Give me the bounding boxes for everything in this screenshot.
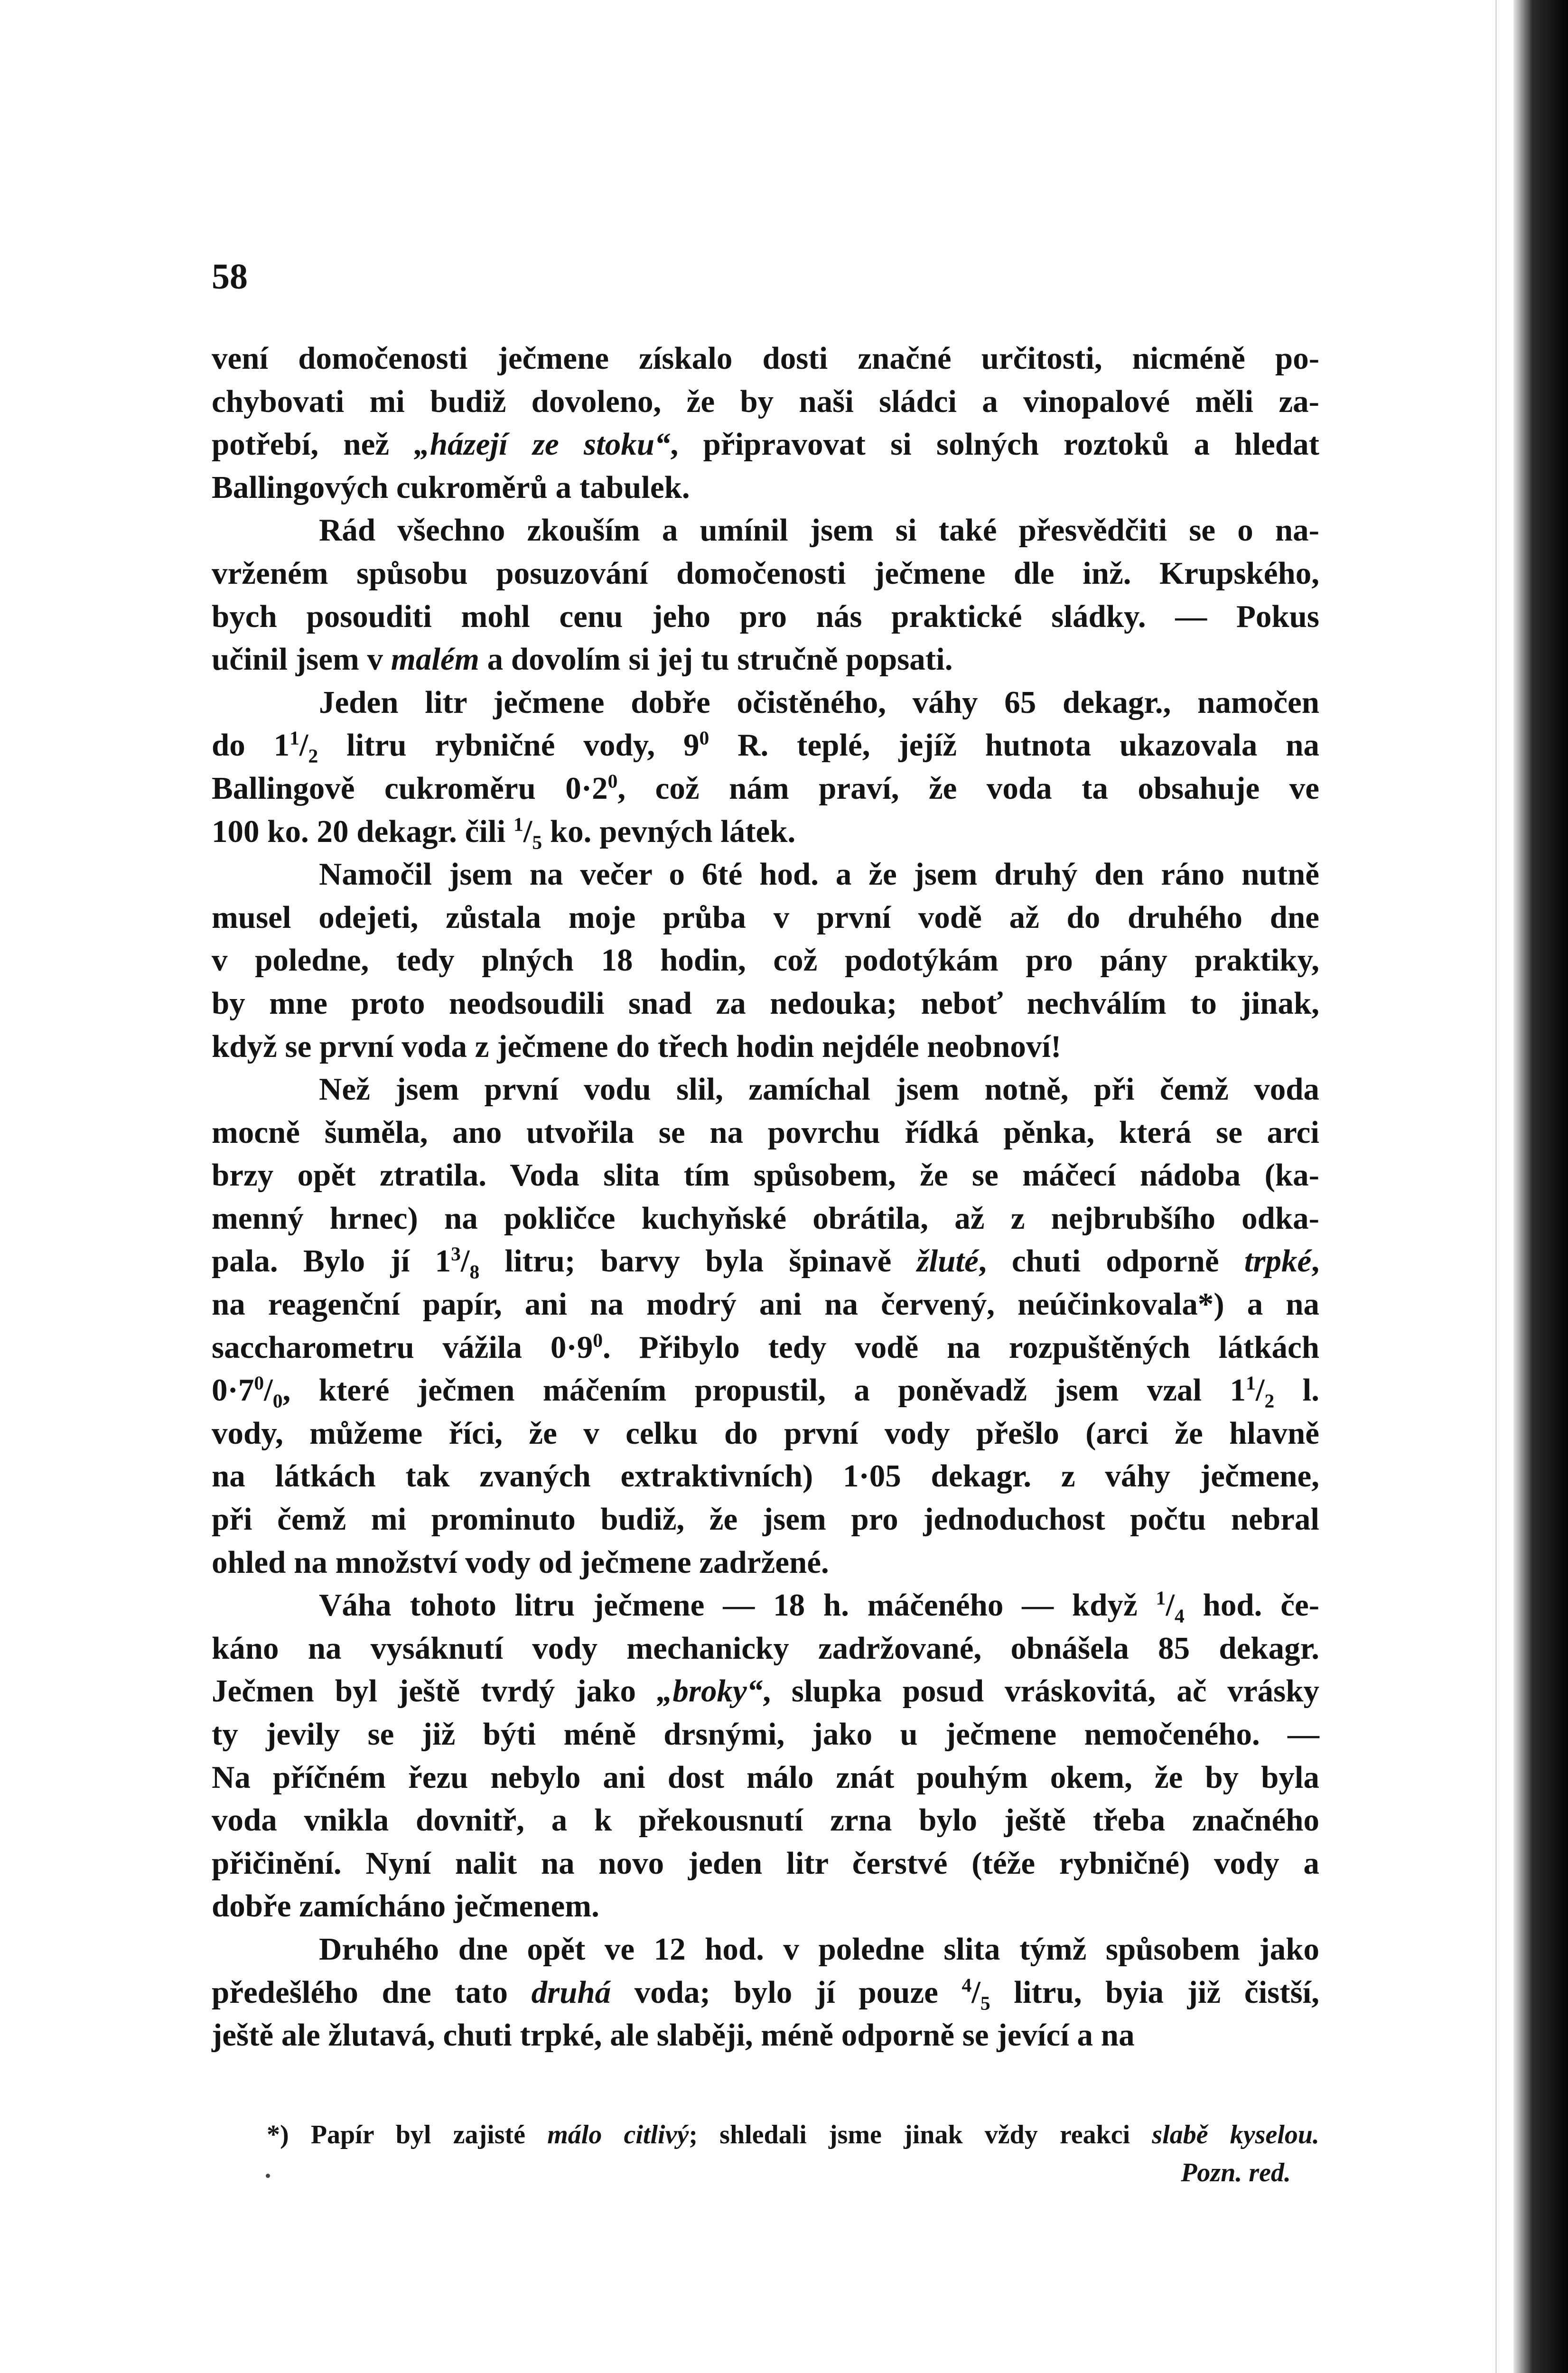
text-segment: ohled na množství vody od ječmene zadržené. <box>212 1544 829 1580</box>
superscript: 1 <box>1156 1587 1166 1609</box>
text-line <box>212 1068 1319 1111</box>
superscript: 0 <box>699 727 709 749</box>
footnote <box>267 2116 1319 2192</box>
italic-text: malém <box>391 642 479 677</box>
text-segment: ko. pevných látek. <box>542 813 796 849</box>
text-segment: vody, můžeme říci, že v celku do první vody přešlo (arci že hlavně <box>212 1415 1319 1451</box>
text-line <box>212 767 1319 810</box>
subscript: 4 <box>1175 1605 1185 1627</box>
text-line <box>212 681 1319 724</box>
text-segment: chybovati mi budiž dovoleno, že by naši sládci a vinopalové měli za- <box>212 383 1319 419</box>
text-segment: Na příčném řezu nebylo ani dost málo znát pouhým okem, že by byla <box>212 1759 1319 1795</box>
text-line <box>212 638 1319 681</box>
italic-text: žluté <box>916 1243 979 1279</box>
text-segment: Jeden litr ječmene dobře očistěného, váhy 65 dekagr., namočen <box>319 684 1319 720</box>
text-segment: / <box>264 1373 273 1408</box>
text-segment: l. <box>1274 1373 1319 1408</box>
text-segment: / <box>1166 1588 1175 1623</box>
text-segment: menný hrnec) na pokličce kuchyňské obrátila, až z nejbrubšího odka- <box>212 1200 1319 1236</box>
italic-text: slabě kyselou. <box>1152 2120 1320 2149</box>
text-segment: Váha tohoto litru ječmene — 18 h. máčeného — když <box>319 1588 1156 1623</box>
text-segment: Ballingově cukroměru 0·2 <box>212 770 608 806</box>
text-segment: potřebí, než <box>212 427 414 462</box>
text-line <box>212 595 1319 638</box>
subscript: 0 <box>272 1390 283 1412</box>
text-segment: do 1 <box>212 728 290 763</box>
text-segment: , připravovat si solných roztoků a hledat <box>670 427 1319 462</box>
text-segment: R. teplé, jejíž hutnota ukazovala na <box>709 728 1319 763</box>
text-line <box>212 1928 1319 1971</box>
italic-text: druhá <box>531 1974 611 2010</box>
text-line <box>212 853 1319 896</box>
text-line <box>212 1240 1319 1283</box>
text-segment: ; shledali jsme jinak vždy reakci <box>689 2120 1152 2149</box>
text-segment: bych posouditi mohl cenu jeho pro nás praktické sládky. — Pokus <box>212 598 1319 634</box>
superscript: 1 <box>513 813 523 835</box>
text-segment: 100 ko. 20 dekagr. čili <box>212 813 513 849</box>
text-segment: litru; barvy byla špinavě <box>479 1243 917 1279</box>
text-line <box>212 1799 1319 1842</box>
text-segment: *) Papír byl zajisté <box>267 2120 548 2149</box>
text-segment: litru rybničné vody, 9 <box>318 728 700 763</box>
text-segment: , slupka posud vráskovitá, ač vrásky <box>763 1673 1319 1709</box>
superscript: 1 <box>1246 1372 1256 1394</box>
scan-speck <box>266 2174 270 2178</box>
text-line <box>212 1455 1319 1498</box>
text-line <box>212 1326 1319 1369</box>
text-line <box>212 1197 1319 1240</box>
subscript: 8 <box>469 1261 480 1283</box>
text-segment: přičinění. Nyní nalit na novo jeden litr čerstvé (téže rybničné) vody a <box>212 1845 1319 1881</box>
text-line <box>212 1111 1319 1154</box>
text-segment: voda vnikla dovnitř, a k překousnutí zrna bylo ještě třeba značného <box>212 1803 1319 1838</box>
text-segment: , což nám praví, že voda ta obsahuje ve <box>617 770 1319 806</box>
text-segment: by mne proto neodsoudili snad za nedouka; neboť nechválím to jinak, <box>212 985 1319 1021</box>
text-segment: káno na vysáknutí vody mechanicky zadržované, obnášela 85 dekagr. <box>212 1630 1319 1666</box>
text-segment: mocně šuměla, ano utvořila se na povrchu řídká pěnka, která se arci <box>212 1114 1319 1150</box>
superscript: 1 <box>289 727 299 749</box>
body-text <box>212 337 1319 2057</box>
text-line <box>212 380 1319 423</box>
italic-text: trpké <box>1244 1243 1312 1279</box>
text-segment: Namočil jsem na večer o 6té hod. a že jsem druhý den ráno nutně <box>319 857 1319 892</box>
text-segment: 0·7 <box>212 1373 254 1408</box>
text-line <box>212 1971 1319 2014</box>
text-line <box>212 1025 1319 1068</box>
text-segment: a dovolím si jej tu stručně popsati. <box>479 642 953 677</box>
text-segment: při čemž mi prominuto budiž, že jsem pro jednoduchost počtu nebral <box>212 1502 1319 1537</box>
text-segment: v poledne, tedy plných 18 hodin, což podotýkám pro pány praktiky, <box>212 943 1319 978</box>
text-segment: Ballingových cukroměrů a tabulek. <box>212 469 690 505</box>
page-gutter-line <box>1495 0 1497 2373</box>
text-segment: ty jevily se již býti méně drsnými, jako u ječmene nemočeného. — <box>212 1717 1319 1752</box>
text-line <box>212 1670 1319 1713</box>
text-segment: Rád všechno zkouším a umínil jsem si také přesvědčiti se o na- <box>319 513 1319 548</box>
text-line <box>212 1842 1319 1885</box>
text-line <box>212 1283 1319 1326</box>
text-segment: na reagenční papír, ani na modrý ani na červený, neúčinkovala*) a na <box>212 1287 1319 1322</box>
text-line <box>212 939 1319 982</box>
text-segment: vrženém spůsobu posuzování domočenosti ječmene dle inž. Krupského, <box>212 555 1319 591</box>
text-segment: Druhého dne opět ve 12 hod. v poledne slita týmž spůsobem jako <box>319 1931 1319 1967</box>
text-line <box>212 337 1319 380</box>
text-line <box>212 423 1319 466</box>
text-segment: / <box>971 1974 980 2010</box>
text-segment: / <box>299 728 308 763</box>
text-segment: litru, byia již čistší, <box>990 1974 1320 2010</box>
text-segment: , <box>1311 1243 1320 1279</box>
text-segment: voda; bylo jí pouze <box>611 1974 962 2010</box>
text-line <box>212 466 1319 509</box>
text-segment: dobře zamícháno ječmenem. <box>212 1888 599 1924</box>
text-line <box>212 1713 1319 1756</box>
text-line <box>212 552 1319 595</box>
text-segment: vení domočenosti ječmene získalo dosti značné určitosti, nicméně po- <box>212 341 1319 376</box>
text-segment: / <box>523 813 532 849</box>
text-line <box>212 2014 1319 2057</box>
text-segment: ještě ale žlutavá, chuti trpké, ale slaběji, méně odporně se jevící a na <box>212 2018 1135 2053</box>
text-segment: . Přibylo tedy vodě na rozpuštěných látkách <box>603 1329 1319 1365</box>
italic-text: málo citlivý <box>547 2120 689 2149</box>
text-segment: pala. Bylo jí 1 <box>212 1243 451 1279</box>
superscript: 4 <box>961 1974 972 1996</box>
editor-note: Pozn. red. <box>1181 2158 1291 2187</box>
superscript: 3 <box>451 1243 461 1265</box>
text-line <box>212 1154 1319 1197</box>
text-line <box>212 1885 1319 1928</box>
text-segment: / <box>460 1243 470 1279</box>
text-line <box>212 1369 1319 1412</box>
subscript: 5 <box>980 1991 990 2014</box>
superscript: 0 <box>607 770 618 792</box>
text-line <box>212 810 1319 853</box>
text-segment: předešlého dne tato <box>212 1974 532 2010</box>
text-line <box>212 1412 1319 1455</box>
text-segment: hod. če- <box>1184 1588 1320 1623</box>
text-line <box>212 896 1319 939</box>
text-segment: brzy opět ztratila. Voda slita tím spůsobem, že se máčecí nádoba (ka- <box>212 1158 1319 1193</box>
text-line <box>212 982 1319 1025</box>
text-segment: / <box>1255 1373 1265 1408</box>
text-segment: , chuti odporně <box>978 1243 1244 1279</box>
italic-text: „broky“ <box>656 1673 763 1709</box>
text-segment: saccharometru vážila 0·9 <box>212 1329 593 1365</box>
text-segment: , které ječmen máčením propustil, a poněvadž jsem vzal 1 <box>282 1373 1246 1408</box>
subscript: 5 <box>532 831 542 853</box>
text-segment: když se první voda z ječmene do třech hodin nejdéle neobnoví! <box>212 1028 1062 1064</box>
text-segment: Než jsem první vodu slil, zamíchal jsem notně, při čemž voda <box>319 1072 1319 1107</box>
text-line <box>212 1756 1319 1799</box>
subscript: 2 <box>1264 1390 1275 1412</box>
text-line <box>212 724 1319 767</box>
italic-text: „házejí ze stoku“ <box>414 427 671 462</box>
text-line <box>212 1541 1319 1584</box>
text-line <box>212 1498 1319 1541</box>
text-segment: Ječmen byl ještě tvrdý jako <box>212 1673 657 1709</box>
superscript: 0 <box>593 1329 603 1351</box>
text-line <box>212 509 1319 552</box>
subscript: 2 <box>308 745 318 767</box>
text-segment: učinil jsem v <box>212 642 391 677</box>
text-line <box>212 1627 1319 1670</box>
page-number: 58 <box>212 257 248 297</box>
scan-edge-shadow <box>1513 0 1568 2373</box>
superscript: 0 <box>254 1372 264 1394</box>
text-segment: na látkách tak zvaných extraktivních) 1·05 dekagr. z váhy ječmene, <box>212 1458 1319 1494</box>
text-line <box>212 1584 1319 1627</box>
footnote-text <box>267 2116 1319 2154</box>
text-segment: musel odejeti, zůstala moje průba v první vodě až do druhého dne <box>212 899 1319 935</box>
